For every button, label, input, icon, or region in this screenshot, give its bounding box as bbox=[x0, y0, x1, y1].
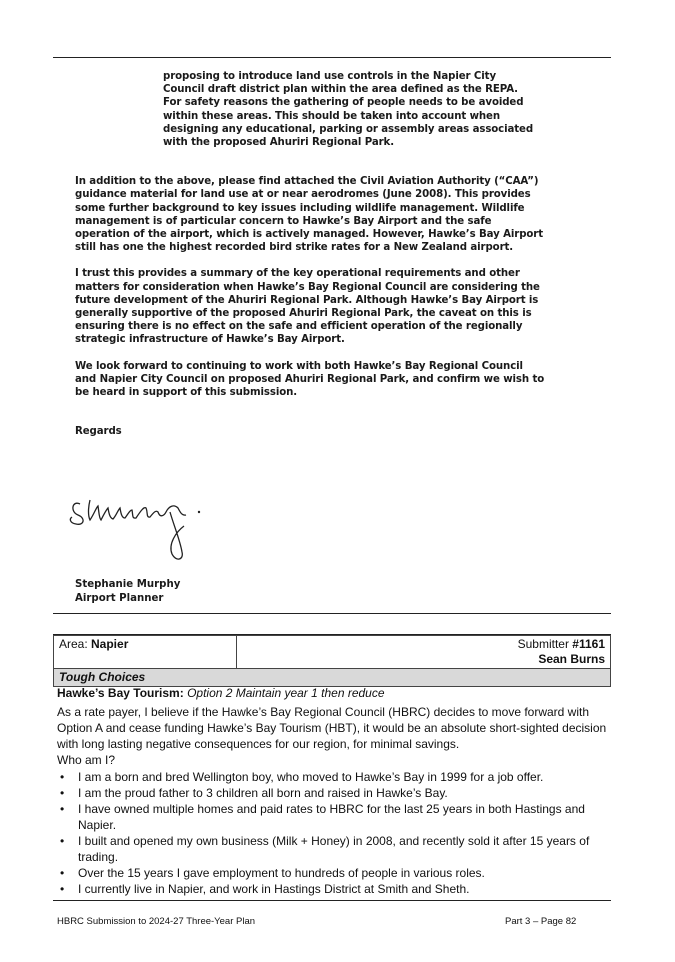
footer-divider bbox=[53, 900, 611, 901]
bullet-icon: • bbox=[60, 802, 65, 816]
topic-line bbox=[57, 685, 609, 701]
option-choice: Option 2 Maintain year 1 then reduce bbox=[187, 686, 385, 700]
list-item: • I have owned multiple homes and paid rates to HBRC for the last 25 years in both Hastings and Napier. bbox=[60, 802, 585, 832]
section-title: Tough Choices bbox=[54, 669, 611, 687]
submitter-number: #1161 bbox=[572, 637, 605, 651]
list-item: • I am the proud father to 3 children all born and raised in Hawke’s Bay. bbox=[60, 786, 448, 800]
signature-image bbox=[66, 482, 216, 564]
bullet-icon: • bbox=[60, 866, 65, 880]
letter-paragraph: In addition to the above, please find attached the Civil Aviation Authority (“CAA”) guidance material for land use at or near aerodromes (June 2008). This provides some further background to key issues including wildlife management. Wildlife management is of particular concern to Hawke’s Bay Airport and the safe operation of the airport, which is actively managed. However, Hawke’s Bay Airport still has one the highest recorded bird strike rates for a New Zealand airport. bbox=[75, 176, 543, 254]
signer-title: Airport Planner bbox=[75, 593, 164, 604]
bullet-icon: • bbox=[60, 834, 65, 848]
area-value: Napier bbox=[91, 637, 129, 651]
list-item: • Over the 15 years I gave employment to hundreds of people in various roles. bbox=[60, 866, 485, 880]
list-item: • I am a born and bred Wellington boy, who moved to Hawke’s Bay in 1999 for a job offer. bbox=[60, 770, 544, 784]
bullet-icon: • bbox=[60, 882, 65, 896]
topic-label: Hawke’s Bay Tourism: bbox=[57, 686, 184, 700]
submitter-name: Sean Burns bbox=[538, 652, 605, 666]
top-divider bbox=[53, 57, 611, 58]
list-item: • I currently live in Napier, and work in Hastings District at Smith and Sheth. bbox=[60, 882, 470, 896]
bullet-list bbox=[57, 769, 609, 897]
letter-paragraph: We look forward to continuing to work with both Hawke’s Bay Regional Council and Napier City Council on proposed Ahuriri Regional Park, and confirm we wish to be heard in support of this submission. bbox=[75, 360, 545, 399]
submitter-cell: Submitter #1161 Sean Burns bbox=[237, 636, 611, 669]
letter-indented-paragraph: proposing to introduce land use controls in the Napier City Council draft district plan within the area defined as the REPA. For safety reasons the gathering of people needs to be avoided within these areas. This should be taken into account when designing any educational, parking or assembly areas associated with the proposed Ahuriri Regional Park. bbox=[163, 71, 534, 149]
footer-document-title: HBRC Submission to 2024-27 Three-Year Plan bbox=[57, 916, 256, 927]
signer-name: Stephanie Murphy bbox=[75, 579, 181, 590]
section-divider bbox=[53, 613, 611, 614]
letter-paragraph: I trust this provides a summary of the key operational requirements and other matters for consideration when Hawke’s Bay Regional Council are considering the future development of the Ahuriri Regional Park. Although Hawke’s Bay Airport is generally supportive of the proposed Ahuriri Regional Park, the caveat on this is ensuring there is no effect on the safe and efficient operation of the regionally strategic infrastructure of Hawke’s Bay Airport. bbox=[75, 268, 540, 346]
area-cell: Area: Napier bbox=[54, 636, 237, 669]
question-line: Who am I? bbox=[57, 753, 116, 767]
submission-header-table bbox=[53, 635, 611, 687]
list-item: • I built and opened my own business (Milk + Honey) in 2008, and recently sold it after 15 years of trading. bbox=[60, 834, 590, 864]
scanned-letter bbox=[75, 70, 545, 438]
bullet-icon: • bbox=[60, 770, 65, 784]
submission-body bbox=[57, 685, 609, 897]
footer-page-number: Part 3 – Page 82 bbox=[505, 916, 577, 927]
letter-closing: Regards bbox=[75, 426, 122, 438]
bullet-icon: • bbox=[60, 786, 65, 800]
intro-paragraph: As a rate payer, I believe if the Hawke’s Bay Regional Council (HBRC) decides to move forward with Option A and cease funding Hawke’s Bay Tourism (HBT), it would be an absolute short-sighted decision with long lasting negative consequences for our region, for minimal savings. bbox=[57, 705, 607, 751]
signer-block bbox=[75, 578, 180, 606]
